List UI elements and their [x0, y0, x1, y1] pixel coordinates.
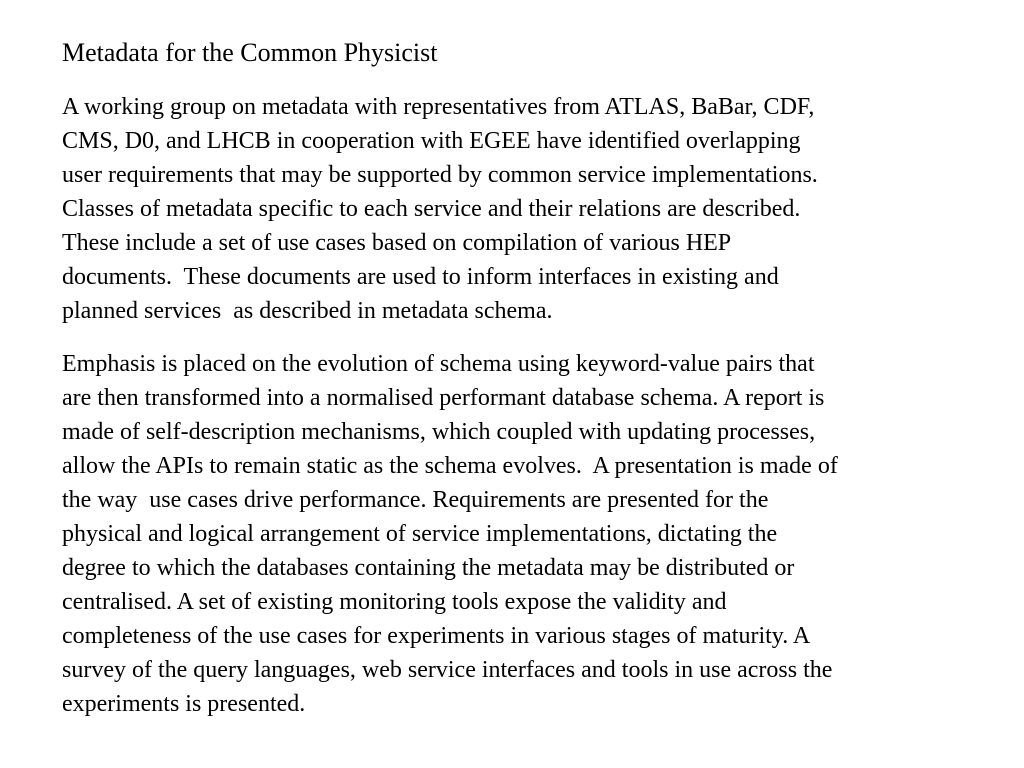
text-line: allow the APIs to remain static as the schema evolves. A presentation is made of: [62, 453, 838, 479]
text-line: are then transformed into a normalised performant database schema. A report is: [62, 385, 825, 411]
paragraph-overview: [62, 90, 1002, 328]
text-line: the way use cases drive performance. Requirements are presented for the: [62, 487, 769, 513]
text-line: user requirements that may be supported by common service implementations.: [62, 162, 818, 188]
paragraph-emphasis: [62, 347, 1002, 721]
text-line: physical and logical arrangement of service implementations, dictating the: [62, 521, 778, 547]
text-line: survey of the query languages, web service interfaces and tools in use across the: [62, 657, 833, 683]
text-line: Classes of metadata specific to each service and their relations are described.: [62, 196, 801, 222]
text-line: experiments is presented.: [62, 691, 306, 717]
text-line: documents. These documents are used to inform interfaces in existing and: [62, 264, 779, 290]
page-title: Metadata for the Common Physicist: [62, 38, 438, 67]
text-line: These include a set of use cases based on compilation of various HEP: [62, 230, 732, 256]
text-line: CMS, D0, and LHCB in cooperation with EGEE have identified overlapping: [62, 128, 801, 154]
text-line: degree to which the databases containing the metadata may be distributed or: [62, 555, 795, 581]
text-line: A working group on metadata with representatives from ATLAS, BaBar, CDF,: [62, 94, 815, 120]
text-line: centralised. A set of existing monitoring tools expose the validity and: [62, 589, 727, 615]
text-line: Emphasis is placed on the evolution of schema using keyword-value pairs that: [62, 351, 815, 377]
text-line: planned services as described in metadata schema.: [62, 298, 553, 324]
text-line: made of self-description mechanisms, which coupled with updating processes,: [62, 419, 816, 445]
text-line: completeness of the use cases for experiments in various stages of maturity. A: [62, 623, 811, 649]
